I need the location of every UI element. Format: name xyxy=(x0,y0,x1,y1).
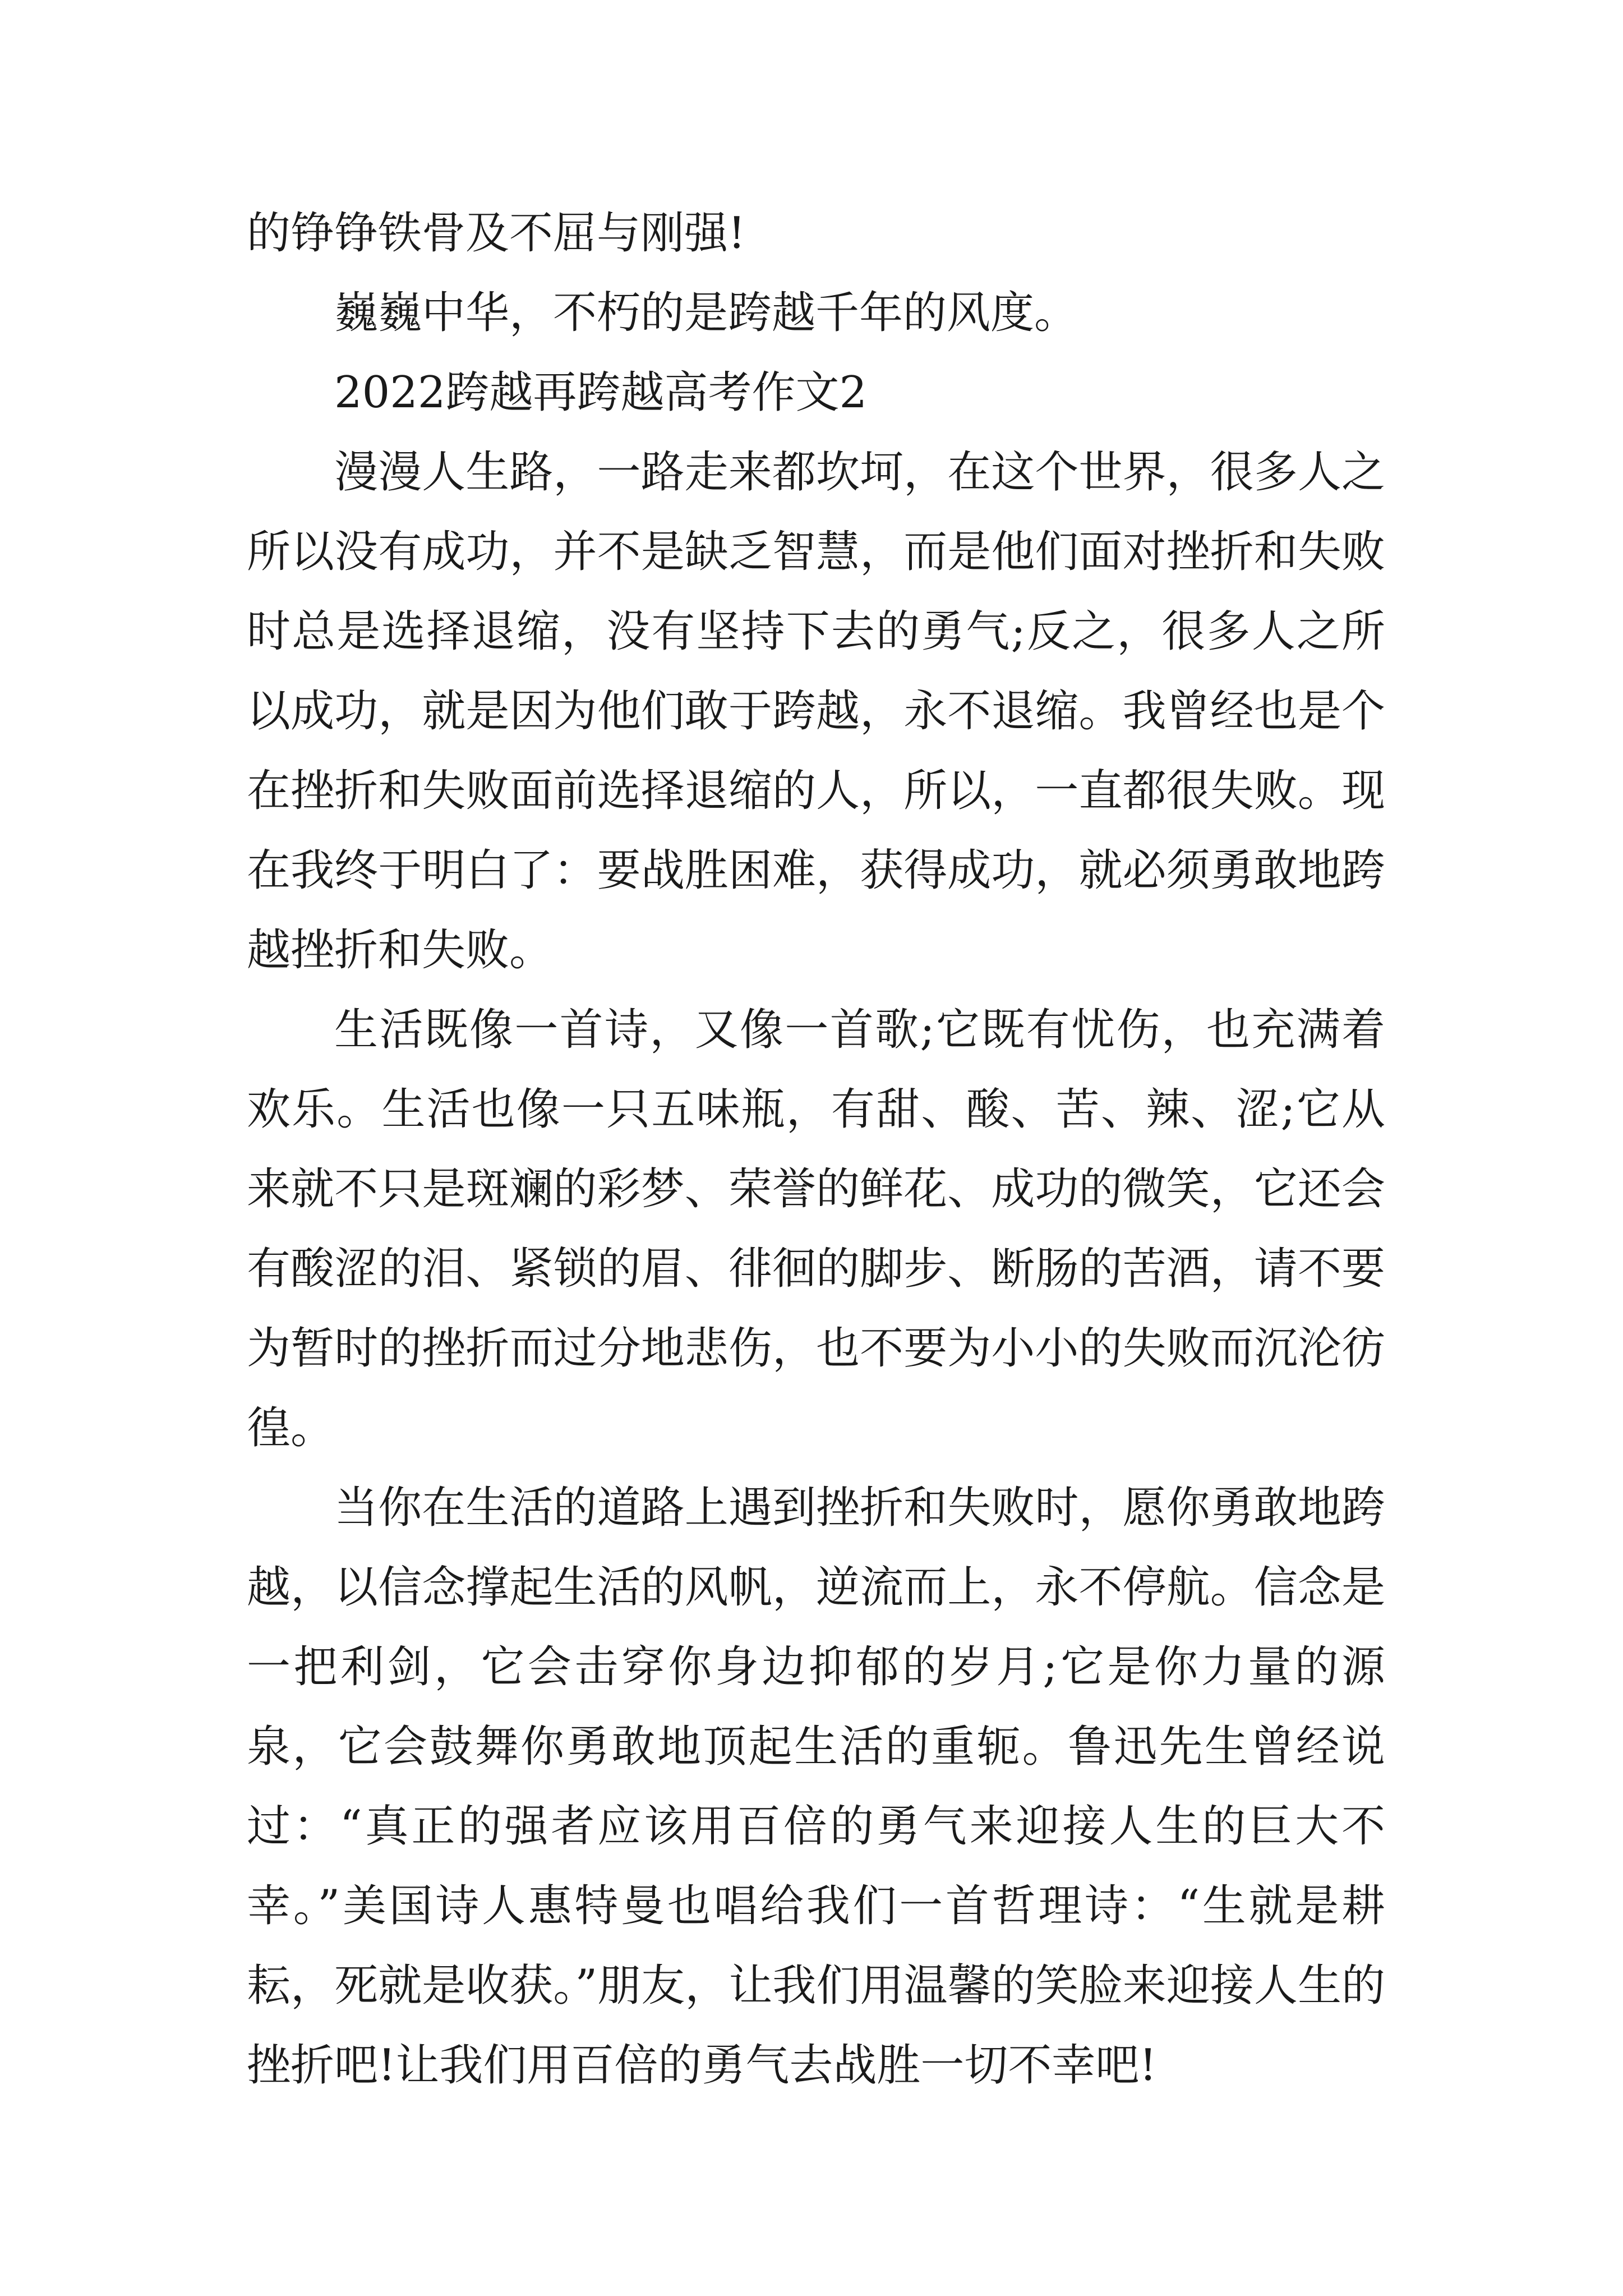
paragraph-closing-line: 巍巍中华，不朽的是跨越千年的风度。 xyxy=(334,288,1078,338)
essay-heading: 2022跨越再跨越高考作文2 xyxy=(334,367,868,418)
document-body xyxy=(247,194,1385,2105)
paragraph-life-poem: 生活既像一首诗，又像一首歌;它既有忧伤，也充满着欢乐。生活也像一只五味瓶，有甜、酸、苦、辣、涩;它从来就不只是斑斓的彩梦、荣誉的鲜花、成功的微笑，它还会有酸涩的泪、紧锁的眉、徘徊的脚步、断肠的苦酒，请不要为暂时的挫折而过分地悲伤，也不要为小小的失败而沉沦彷徨。 xyxy=(247,1005,1385,1453)
paragraph-courage: 当你在生活的道路上遇到挫折和失败时，愿你勇敢地跨越，以信念撑起生活的风帆，逆流而上，永不停航。信念是一把利剑，它会击穿你身边抑郁的岁月;它是你力量的源泉，它会鼓舞你勇敢地顶起生活的重轭。鲁迅先生曾经说过：“真正的强者应该用百倍的勇气来迎接人生的巨大不幸。”美国诗人惠特曼也唱给我们一首哲理诗：“生就是耕耘，死就是收获。”朋友，让我们用温馨的笑脸来迎接人生的挫折吧!让我们用百倍的勇气去战胜一切不幸吧! xyxy=(247,1483,1385,2091)
paragraph-continuation: 的铮铮铁骨及不屈与刚强! xyxy=(247,208,746,259)
paragraph-life-road: 漫漫人生路，一路走来都坎坷，在这个世界，很多人之所以没有成功，并不是缺乏智慧，而是他们面对挫折和失败时总是选择退缩，没有坚持下去的勇气;反之，很多人之所以成功，就是因为他们敢于跨越，永不退缩。我曾经也是个在挫折和失败面前选择退缩的人，所以，一直都很失败。现在我终于明白了：要战胜困难，获得成功，就必须勇敢地跨越挫折和失败。 xyxy=(247,447,1385,976)
